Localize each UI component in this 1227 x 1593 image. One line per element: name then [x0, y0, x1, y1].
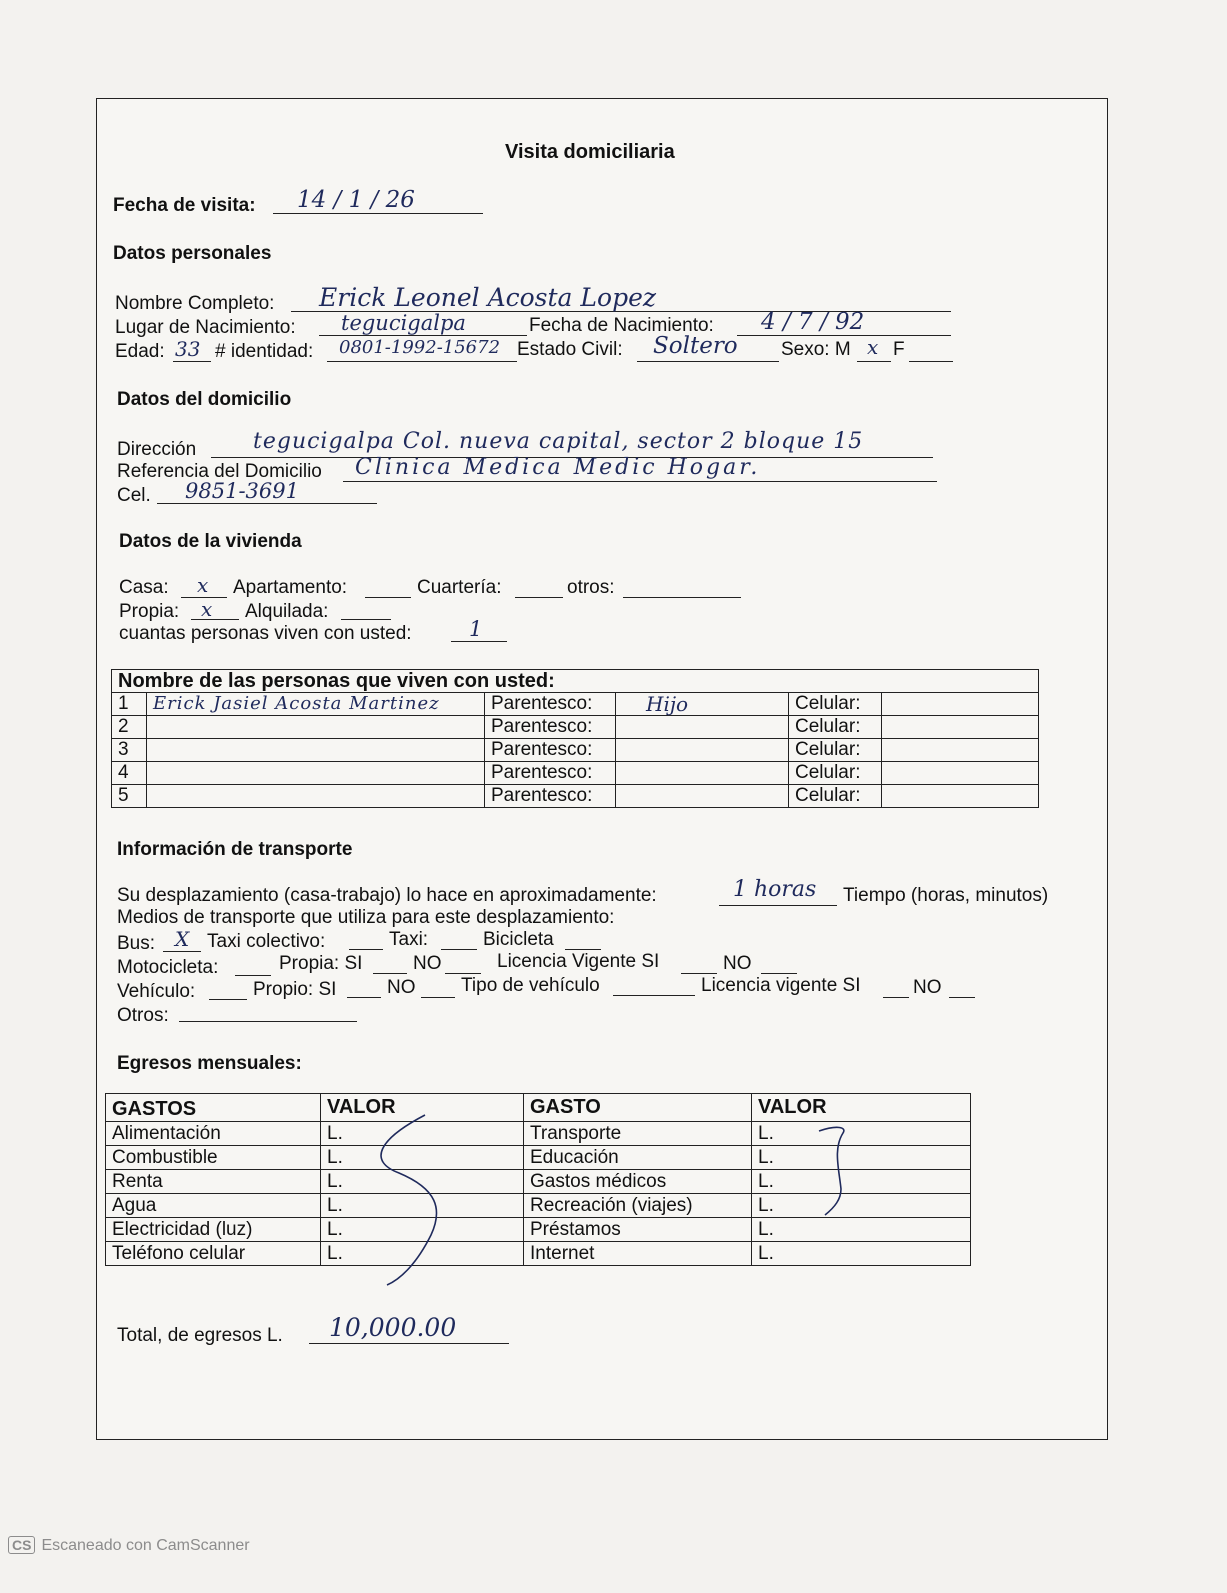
casa-mark[interactable]: x: [197, 573, 209, 597]
vehiculo-propio-label: Propio: SI: [253, 979, 337, 1000]
valor-cell[interactable]: L.: [321, 1170, 524, 1194]
taxi-label: Taxi:: [389, 929, 429, 950]
transporte-heading: Información de transporte: [117, 839, 353, 860]
camscanner-watermark: [8, 1536, 250, 1555]
datos-vivienda-heading: Datos de la vivienda: [119, 531, 302, 552]
form-title: Visita domiciliaria: [505, 141, 675, 163]
parentesco-label: Parentesco:: [485, 785, 616, 808]
bicicleta-label: Bicicleta: [483, 929, 554, 950]
medios-label: Medios de transporte que utiliza para este desplazamiento:: [117, 907, 615, 928]
desplazamiento-label: Su desplazamiento (casa-trabajo) lo hace en aproximadamente:: [117, 885, 657, 906]
desplazamiento-value[interactable]: 1 horas: [733, 877, 817, 902]
valor-cell[interactable]: L.: [321, 1194, 524, 1218]
valor-cell[interactable]: L.: [321, 1242, 524, 1266]
persona-parentesco[interactable]: Hijo: [616, 693, 789, 716]
valor-cell[interactable]: L.: [321, 1122, 524, 1146]
direccion-label: Dirección: [117, 439, 197, 460]
apartamento-label: Apartamento:: [233, 577, 348, 598]
parentesco-label: Parentesco:: [485, 693, 616, 716]
cel-value[interactable]: 9851-3691: [185, 479, 299, 503]
gasto-item: Recreación (viajes): [524, 1194, 752, 1218]
sexo-f-label: F: [893, 339, 905, 360]
bus-label: Bus:: [117, 933, 156, 954]
valor-cell[interactable]: L.: [752, 1194, 971, 1218]
gasto-item: Préstamos: [524, 1218, 752, 1242]
celular-label: Celular:: [789, 739, 882, 762]
gastos-header: GASTOS: [106, 1094, 321, 1122]
referencia-value[interactable]: Clinica Medica Medic Hogar.: [355, 455, 761, 480]
cuarteria-label: Cuartería:: [417, 577, 502, 598]
camscanner-logo-icon: CS: [8, 1536, 35, 1554]
gasto-item: Gastos médicos: [524, 1170, 752, 1194]
otros-transporte-label: Otros:: [117, 1005, 169, 1026]
lugar-nacimiento-value[interactable]: tegucigalpa: [341, 311, 466, 335]
lugar-nacimiento-label: Lugar de Nacimiento:: [115, 317, 296, 338]
moto-propia-label: Propia: SI: [279, 953, 363, 974]
edad-value[interactable]: 33: [175, 337, 201, 361]
gasto-item: Alimentación: [106, 1122, 321, 1146]
identidad-value[interactable]: 0801-1992-15672: [339, 337, 501, 358]
valor-header-right: VALOR: [752, 1094, 971, 1122]
casa-label: Casa:: [119, 577, 169, 598]
parentesco-label: Parentesco:: [485, 716, 616, 739]
vehiculo-label: Vehículo:: [117, 981, 196, 1002]
datos-domicilio-heading: Datos del domicilio: [117, 389, 292, 410]
right-brace-stroke: [819, 1127, 844, 1215]
valor-cell[interactable]: L.: [321, 1218, 524, 1242]
propia-mark[interactable]: x: [201, 597, 213, 621]
referencia-label: Referencia del Domicilio: [117, 461, 322, 482]
valor-header-left: VALOR: [321, 1094, 524, 1122]
brace-marks: [97, 99, 1109, 1441]
valor-cell[interactable]: L.: [752, 1218, 971, 1242]
row-number: 5: [112, 785, 147, 808]
nombre-value[interactable]: Erick Leonel Acosta Lopez: [319, 283, 657, 312]
moto-no-label: NO: [413, 953, 442, 974]
form-page: [96, 98, 1108, 1440]
propia-label: Propia:: [119, 601, 180, 622]
row-number: 4: [112, 762, 147, 785]
nombre-label: Nombre Completo:: [115, 293, 275, 314]
valor-cell[interactable]: L.: [752, 1122, 971, 1146]
alquilada-label: Alquilada:: [245, 601, 329, 622]
total-egresos-value[interactable]: 10,000.00: [329, 1313, 457, 1342]
estado-civil-label: Estado Civil:: [517, 339, 623, 360]
celular-label: Celular:: [789, 693, 882, 716]
tipo-vehiculo-label: Tipo de vehículo: [461, 975, 600, 996]
gasto-item: Internet: [524, 1242, 752, 1266]
row-number: 1: [112, 693, 147, 716]
moto-licencia-no-label: NO: [723, 953, 752, 974]
fecha-visita-label: Fecha de visita:: [113, 195, 256, 216]
identidad-label: # identidad:: [215, 341, 314, 362]
valor-cell[interactable]: L.: [321, 1146, 524, 1170]
gasto-item: Teléfono celular: [106, 1242, 321, 1266]
valor-cell[interactable]: L.: [752, 1170, 971, 1194]
cel-label: Cel.: [117, 485, 151, 506]
fecha-visita-value[interactable]: 14 / 1 / 26: [297, 187, 415, 213]
celular-label: Celular:: [789, 716, 882, 739]
tiempo-label: Tiempo (horas, minutos): [843, 885, 1049, 906]
gasto-item: Renta: [106, 1170, 321, 1194]
row-number: 2: [112, 716, 147, 739]
personas-value[interactable]: 1: [469, 617, 483, 641]
left-brace-stroke: [381, 1115, 437, 1285]
datos-personales-heading: Datos personales: [113, 243, 272, 264]
taxi-colectivo-label: Taxi colectivo:: [207, 931, 326, 952]
personas-table-header: Nombre de las personas que viven con usted:: [112, 670, 1039, 693]
valor-cell[interactable]: L.: [752, 1146, 971, 1170]
valor-cell[interactable]: L.: [752, 1242, 971, 1266]
persona-nombre[interactable]: Erick Jasiel Acosta Martinez: [147, 693, 485, 716]
row-number: 3: [112, 739, 147, 762]
moto-licencia-label: Licencia Vigente SI: [497, 951, 660, 972]
fecha-nacimiento-value[interactable]: 4 / 7 / 92: [761, 309, 865, 335]
personas-label: cuantas personas viven con usted:: [119, 623, 412, 644]
estado-civil-value[interactable]: Soltero: [653, 333, 738, 359]
camscanner-text: Escaneado con CamScanner: [41, 1537, 250, 1554]
gasto-header: GASTO: [524, 1094, 752, 1122]
celular-label: Celular:: [789, 762, 882, 785]
vehiculo-licencia-label: Licencia vigente SI: [701, 975, 861, 996]
fecha-nacimiento-label: Fecha de Nacimiento:: [529, 315, 714, 336]
gasto-item: Electricidad (luz): [106, 1218, 321, 1242]
otros-vivienda-label: otros:: [567, 577, 615, 598]
gasto-item: Agua: [106, 1194, 321, 1218]
sexo-m-label: Sexo: M: [781, 339, 851, 360]
parentesco-label: Parentesco:: [485, 762, 616, 785]
celular-label: Celular:: [789, 785, 882, 808]
gasto-item: Transporte: [524, 1122, 752, 1146]
vehiculo-licencia-no-label: NO: [913, 977, 942, 998]
moto-label: Motocicleta:: [117, 957, 219, 978]
sexo-m-mark[interactable]: x: [867, 335, 879, 359]
total-egresos-label: Total, de egresos L.: [117, 1325, 283, 1346]
egresos-heading: Egresos mensuales:: [117, 1053, 302, 1074]
gasto-item: Combustible: [106, 1146, 321, 1170]
vehiculo-no-label: NO: [387, 977, 416, 998]
parentesco-label: Parentesco:: [485, 739, 616, 762]
total-line: [309, 1343, 509, 1344]
direccion-value[interactable]: tegucigalpa Col. nueva capital, sector 2 bloque 15: [253, 429, 864, 454]
bus-mark[interactable]: X: [175, 927, 190, 951]
edad-label: Edad:: [115, 341, 165, 362]
gasto-item: Educación: [524, 1146, 752, 1170]
